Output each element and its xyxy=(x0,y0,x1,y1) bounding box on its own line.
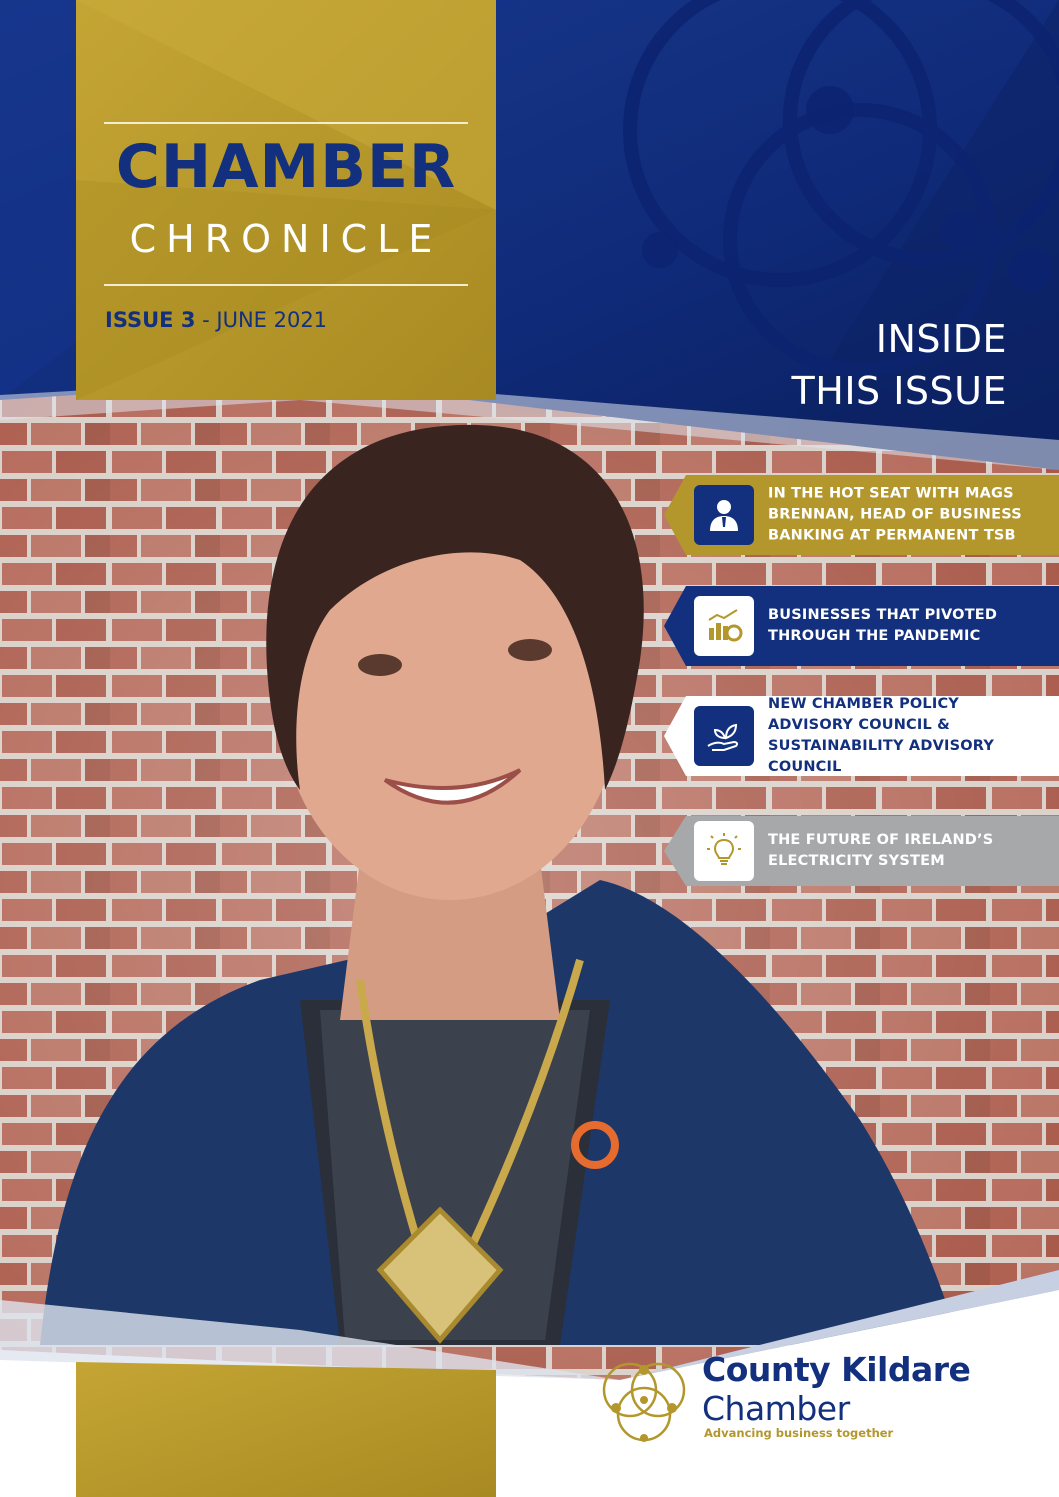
toc-item-text: IN THE HOT SEAT WITH MAGS BRENNAN, HEAD OF BUSINESS BANKING AT PERMANENT TSB xyxy=(768,485,1022,544)
county-kildare-chamber-logo xyxy=(596,1350,996,1450)
logo-tagline: Advancing business together xyxy=(704,1426,894,1440)
growth-chart-icon xyxy=(694,596,754,656)
toc-item-text: NEW CHAMBER POLICY ADVISORY COUNCIL & SUSTAINABILITY ADVISORY COUNCIL xyxy=(768,696,995,775)
toc-item-hot-seat[interactable] xyxy=(664,475,1059,555)
issue-line xyxy=(105,310,327,331)
businessperson-icon xyxy=(694,485,754,545)
inside-this-issue-heading xyxy=(792,313,1007,417)
issue-number: ISSUE 3 xyxy=(105,308,196,332)
toc-item-electricity[interactable] xyxy=(664,816,1059,886)
toc-item-advisory-councils[interactable] xyxy=(664,696,1059,776)
toc-item-text: THE FUTURE OF IRELAND’S ELECTRICITY SYSTEM xyxy=(768,832,994,869)
inside-heading-line2: THIS ISSUE xyxy=(791,369,1007,413)
toc-item-text: BUSINESSES THAT PIVOTED THROUGH THE PANDEMIC xyxy=(768,607,998,644)
inside-heading-line1: INSIDE xyxy=(875,317,1007,361)
lightbulb-icon xyxy=(694,821,754,881)
toc-item-pivoted[interactable] xyxy=(664,586,1059,666)
masthead-rule-top xyxy=(104,122,468,124)
chamber-emblem-icon xyxy=(596,1356,692,1448)
hand-plant-icon xyxy=(694,706,754,766)
masthead-rule-bottom xyxy=(104,284,468,286)
masthead-subtitle: CHRONICLE xyxy=(129,217,443,261)
logo-name-line1: County Kildare xyxy=(702,1350,971,1389)
logo-name-line2: Chamber xyxy=(702,1389,850,1428)
issue-date: - JUNE 2021 xyxy=(195,308,328,332)
masthead-title: CHAMBER xyxy=(115,132,457,202)
